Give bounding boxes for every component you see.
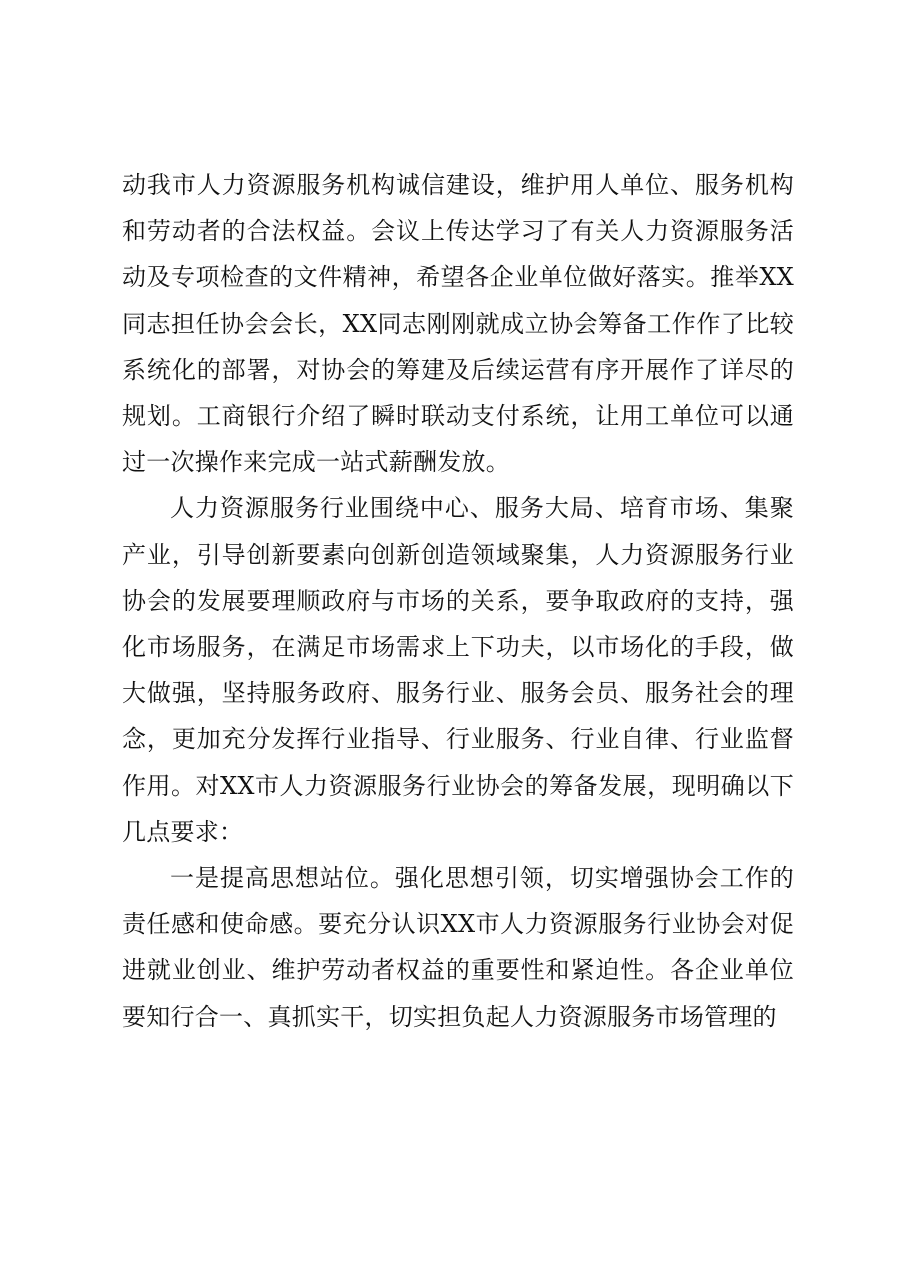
document-page <box>122 162 794 1040</box>
paragraph-requirement-one: 一是提高思想站位。强化思想引领，切实增强协会工作的责任感和使命感。要充分认识XX市人力资源服务行业协会对促进就业创业、维护劳动者权益的重要性和紧迫性。各企业单位要知行合一、真抓实干，切实担负起人力资源服务市场管理的 <box>122 864 794 1031</box>
paragraph-continued: 动我市人力资源服务机构诚信建设，维护用人单位、服务机构和劳动者的合法权益。会议上传达学习了有关人力资源服务活动及专项检查的文件精神，希望各企业单位做好落实。推举XX同志担任协会会长，XX同志刚刚就成立协会筹备工作作了比较系统化的部署，对协会的筹建及后续运营有序开展作了详尽的规划。工商银行介绍了瞬时联动支付系统，让用工单位可以通过一次操作来完成一站式薪酬发放。 <box>122 171 794 477</box>
paragraph-industry-development: 人力资源服务行业围绕中心、服务大局、培育市场、集聚产业，引导创新要素向创新创造领域聚集，人力资源服务行业协会的发展要理顺政府与市场的关系，要争取政府的支持，强化市场服务，在满足市场需求上下功夫，以市场化的手段，做大做强，坚持服务政府、服务行业、服务会员、服务社会的理念，更加充分发挥行业指导、行业服务、行业自律、行业监督作用。对XX市人力资源服务行业协会的筹备发展，现明确以下几点要求： <box>122 494 794 846</box>
